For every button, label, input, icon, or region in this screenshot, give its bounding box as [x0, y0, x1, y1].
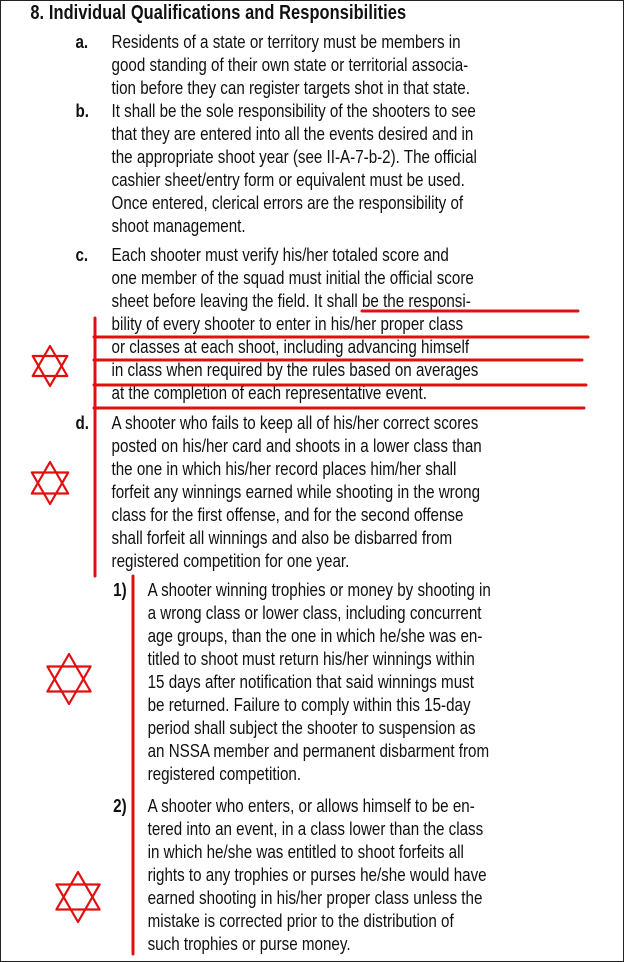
section-heading	[30, 1, 406, 25]
text-line: one member of the squad must initial the official score	[111, 267, 474, 288]
text-line: earned shooting in his/her proper class unless the	[147, 887, 483, 908]
text-line: good standing of their own state or territorial associa-	[111, 54, 469, 75]
text-line: class for the first offense, and for the second offense	[111, 504, 464, 525]
text-line: an NSSA member and permanent disbarment from	[147, 740, 490, 761]
text-line: be returned. Failure to comply within this 15-day	[147, 694, 471, 715]
item-label-c: c.	[75, 244, 89, 265]
text-line: in which he/she was entitled to shoot forfeits all	[147, 841, 464, 862]
item-a-text	[112, 30, 470, 99]
text-line: or classes at each shoot, including advancing himself	[111, 336, 470, 357]
text-line: mistake is corrected prior to the distribution of	[147, 910, 454, 931]
item-b-text	[112, 99, 477, 237]
text-line: tion before they can register targets shot in that state.	[111, 77, 470, 98]
subitem-1-text	[148, 578, 491, 785]
text-line: in class when required by the rules based on averages	[111, 359, 479, 380]
item-label-b: b.	[75, 100, 89, 121]
section-title: Individual Qualifications and Responsibilities	[48, 2, 407, 24]
subitem-label-1: 1)	[113, 579, 127, 600]
item-label-d: d.	[75, 412, 89, 433]
text-line: 15 days after notification that said winnings must	[147, 671, 474, 692]
item-label-a: a.	[75, 31, 89, 52]
text-line: shoot management.	[111, 215, 246, 236]
text-line: that they are entered into all the events desired and in	[111, 123, 474, 144]
text-line: A shooter winning trophies or money by shooting in	[147, 579, 491, 600]
text-line: age groups, than the one in which he/she was en-	[147, 625, 483, 646]
text-line: titled to shoot must return his/her winnings within	[147, 648, 475, 669]
item-d-text	[112, 411, 482, 572]
text-line: Residents of a state or territory must be members in	[111, 31, 461, 52]
text-line: cashier sheet/entry form or equivalent must be used.	[111, 169, 465, 190]
text-line: sheet before leaving the field. It shall be the responsi-	[111, 290, 471, 311]
text-line: forfeit any winnings earned while shooting in the wrong	[111, 481, 481, 502]
text-line: registered competition for one year.	[111, 550, 350, 571]
text-line: the appropriate shoot year (see II-A-7-b-2). The official	[111, 146, 477, 167]
subitem-label-2: 2)	[113, 795, 127, 816]
text-line: It shall be the sole responsibility of the shooters to see	[111, 100, 476, 121]
text-line: rights to any trophies or purses he/she would have	[147, 864, 487, 885]
section-number: 8.	[30, 2, 45, 24]
text-line: at the completion of each representative event.	[111, 382, 427, 403]
text-line: A shooter who enters, or allows himself to be en-	[147, 795, 475, 816]
text-line: bility of every shooter to enter in his/her proper class	[111, 313, 464, 334]
text-line: a wrong class or lower class, including concurrent	[147, 602, 482, 623]
text-line: such trophies or purse money.	[147, 933, 351, 954]
text-line: posted on his/her card and shoots in a lower class than	[111, 435, 482, 456]
text-line: A shooter who fails to keep all of his/her correct scores	[111, 412, 479, 433]
text-line: shall forfeit all winnings and also be disbarred from	[111, 527, 453, 548]
item-c-text	[112, 243, 479, 404]
text-line: the one in which his/her record places him/her shall	[111, 458, 457, 479]
text-line: Once entered, clerical errors are the responsibility of	[111, 192, 464, 213]
text-line: registered competition.	[147, 763, 302, 784]
text-line: Each shooter must verify his/her totaled score and	[111, 244, 449, 265]
text-line: tered into an event, in a class lower than the class	[147, 818, 484, 839]
subitem-2-text	[148, 794, 487, 955]
text-line: period shall subject the shooter to suspension as	[147, 717, 476, 738]
